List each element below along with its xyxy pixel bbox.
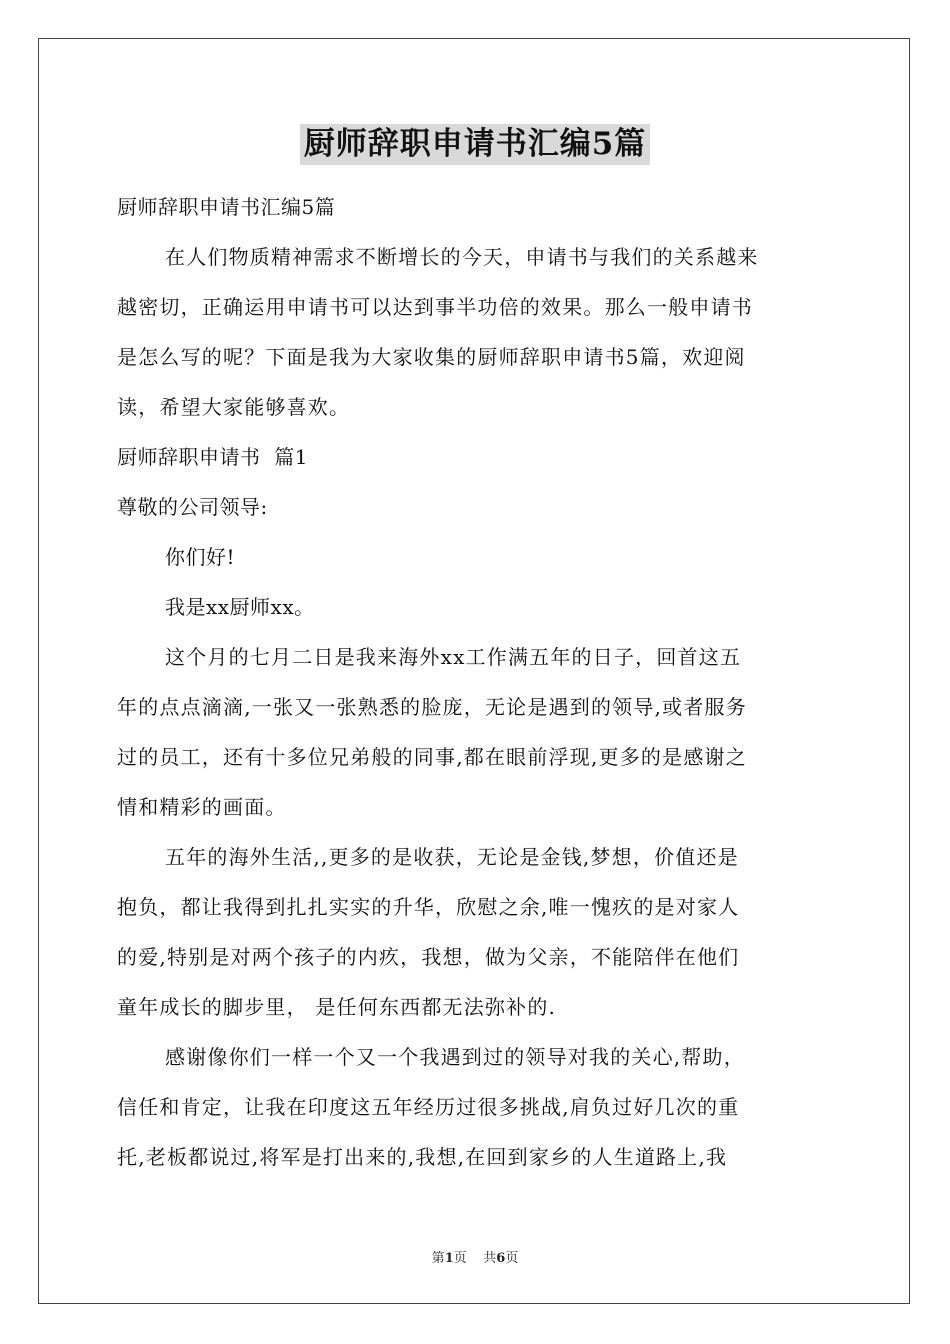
paragraph-line: 年的点点滴滴,一张又一张熟悉的脸庞，无论是遇到的领导,或者服务 bbox=[117, 695, 747, 719]
intro-paragraph bbox=[117, 232, 837, 432]
self-intro: 我是xx厨师xx。 bbox=[165, 595, 315, 619]
paragraph-line: 的爱,特别是对两个孩子的内疚，我想，做为父亲，不能陪伴在他们 bbox=[117, 945, 740, 969]
paragraph-line: 情和精彩的画面。 bbox=[117, 795, 287, 819]
paragraph-line: 抱负，都让我得到扎扎实实的升华，欣慰之余,唯一愧疚的是对家人 bbox=[117, 895, 740, 919]
footer-suffix: 页 bbox=[505, 1251, 519, 1266]
paragraph-line: 童年成长的脚步里， 是任何东西都无法弥补的. bbox=[117, 995, 557, 1019]
section-heading: 厨师辞职申请书 篇1 bbox=[117, 445, 308, 469]
title-wrap bbox=[0, 124, 950, 165]
paragraph-line: 越密切，正确运用申请书可以达到事半功倍的效果。那么一般申请书 bbox=[117, 295, 753, 319]
page-footer bbox=[0, 1247, 950, 1266]
document-body bbox=[117, 182, 837, 1182]
document-title: 厨师辞职申请书汇编5篇 bbox=[300, 124, 651, 165]
paragraph-1 bbox=[117, 632, 837, 832]
paragraph-line: 读，希望大家能够喜欢。 bbox=[117, 395, 351, 419]
footer-mid: 页 共 bbox=[453, 1251, 497, 1266]
paragraph-line: 五年的海外生活,,更多的是收获，无论是金钱,梦想，价值还是 bbox=[165, 845, 739, 869]
document-subtitle: 厨师辞职申请书汇编5篇 bbox=[117, 195, 336, 219]
paragraph-line: 是怎么写的呢？下面是我为大家收集的厨师辞职申请书5篇，欢迎阅 bbox=[117, 345, 746, 369]
paragraph-2 bbox=[117, 832, 837, 1032]
paragraph-line: 过的员工，还有十多位兄弟般的同事,都在眼前浮现,更多的是感谢之 bbox=[117, 745, 747, 769]
salutation: 尊敬的公司领导: bbox=[117, 495, 268, 519]
total-pages-number: 6 bbox=[496, 1251, 506, 1266]
paragraph-line: 信任和肯定，让我在印度这五年经历过很多挑战,肩负过好几次的重 bbox=[117, 1095, 740, 1119]
paragraph-line: 托,老板都说过,将军是打出来的,我想,在回到家乡的人生道路上,我 bbox=[117, 1145, 728, 1169]
footer-prefix: 第 bbox=[431, 1251, 445, 1266]
paragraph-line: 在人们物质精神需求不断增长的今天，申请书与我们的关系越来 bbox=[165, 245, 759, 269]
paragraph-line: 这个月的七月二日是我来海外xx工作满五年的日子，回首这五 bbox=[165, 645, 742, 669]
current-page-number: 1 bbox=[444, 1251, 454, 1266]
paragraph-3 bbox=[117, 1032, 837, 1182]
greeting: 你们好! bbox=[165, 545, 236, 569]
paragraph-line: 感谢像你们一样一个又一个我遇到过的领导对我的关心,帮助， bbox=[165, 1045, 745, 1069]
